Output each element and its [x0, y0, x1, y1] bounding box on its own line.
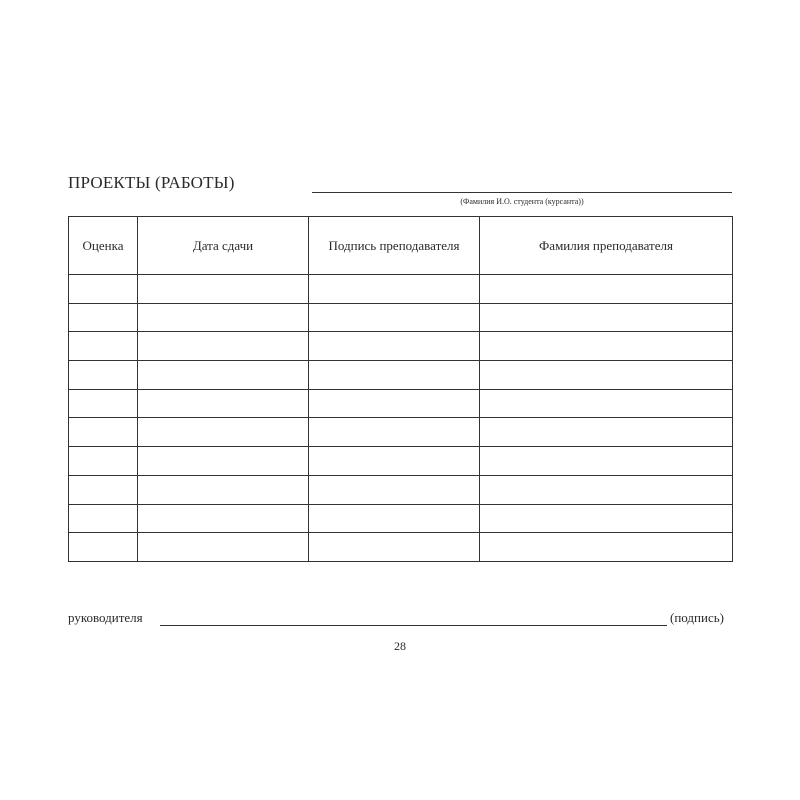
teacher-signature-cell	[309, 389, 480, 418]
teacher-signature-cell	[309, 504, 480, 533]
table-row	[69, 303, 733, 332]
signature-caption: (подпись)	[670, 610, 724, 625]
teacher-name-cell	[480, 447, 733, 476]
teacher-signature-cell	[309, 361, 480, 390]
table-header-row	[69, 217, 733, 275]
grade-cell	[69, 303, 138, 332]
date-cell	[138, 275, 309, 304]
column-header-date: Дата сдачи	[138, 217, 309, 275]
table-row	[69, 361, 733, 390]
teacher-name-cell	[480, 504, 733, 533]
grade-cell	[69, 447, 138, 476]
grade-cell	[69, 504, 138, 533]
table-row	[69, 533, 733, 562]
date-cell	[138, 303, 309, 332]
table-row	[69, 447, 733, 476]
column-header-grade: Оценка	[69, 217, 138, 275]
date-cell	[138, 418, 309, 447]
teacher-signature-cell	[309, 275, 480, 304]
date-cell	[138, 447, 309, 476]
teacher-signature-cell	[309, 418, 480, 447]
grade-cell	[69, 475, 138, 504]
date-cell	[138, 504, 309, 533]
grade-cell	[69, 361, 138, 390]
teacher-name-cell	[480, 275, 733, 304]
teacher-signature-cell	[309, 533, 480, 562]
table-row	[69, 389, 733, 418]
teacher-name-cell	[480, 303, 733, 332]
grade-cell	[69, 533, 138, 562]
date-cell	[138, 332, 309, 361]
grade-cell	[69, 332, 138, 361]
teacher-signature-cell	[309, 303, 480, 332]
supervisor-signature-line	[160, 625, 667, 626]
table-row	[69, 418, 733, 447]
teacher-name-cell	[480, 475, 733, 504]
page-number: 28	[394, 639, 406, 653]
date-cell	[138, 533, 309, 562]
table-row	[69, 504, 733, 533]
grades-table	[68, 216, 733, 562]
teacher-signature-cell	[309, 332, 480, 361]
table-row	[69, 275, 733, 304]
column-header-teacher-name: Фамилия преподавателя	[480, 217, 733, 275]
date-cell	[138, 475, 309, 504]
teacher-name-cell	[480, 332, 733, 361]
supervisor-label: руководителя	[68, 610, 143, 625]
page-title: ПРОЕКТЫ (РАБОТЫ)	[68, 173, 235, 192]
student-name-line	[312, 192, 732, 193]
teacher-name-cell	[480, 418, 733, 447]
date-cell	[138, 389, 309, 418]
student-name-caption: (Фамилия И.О. студента (курсанта))	[460, 197, 584, 206]
table-body	[69, 275, 733, 562]
teacher-signature-cell	[309, 447, 480, 476]
table-row	[69, 475, 733, 504]
grade-cell	[69, 418, 138, 447]
date-cell	[138, 361, 309, 390]
teacher-name-cell	[480, 389, 733, 418]
table-row	[69, 332, 733, 361]
grade-cell	[69, 389, 138, 418]
grade-cell	[69, 275, 138, 304]
column-header-teacher-signature: Подпись преподавателя	[309, 217, 480, 275]
teacher-signature-cell	[309, 475, 480, 504]
teacher-name-cell	[480, 361, 733, 390]
teacher-name-cell	[480, 533, 733, 562]
